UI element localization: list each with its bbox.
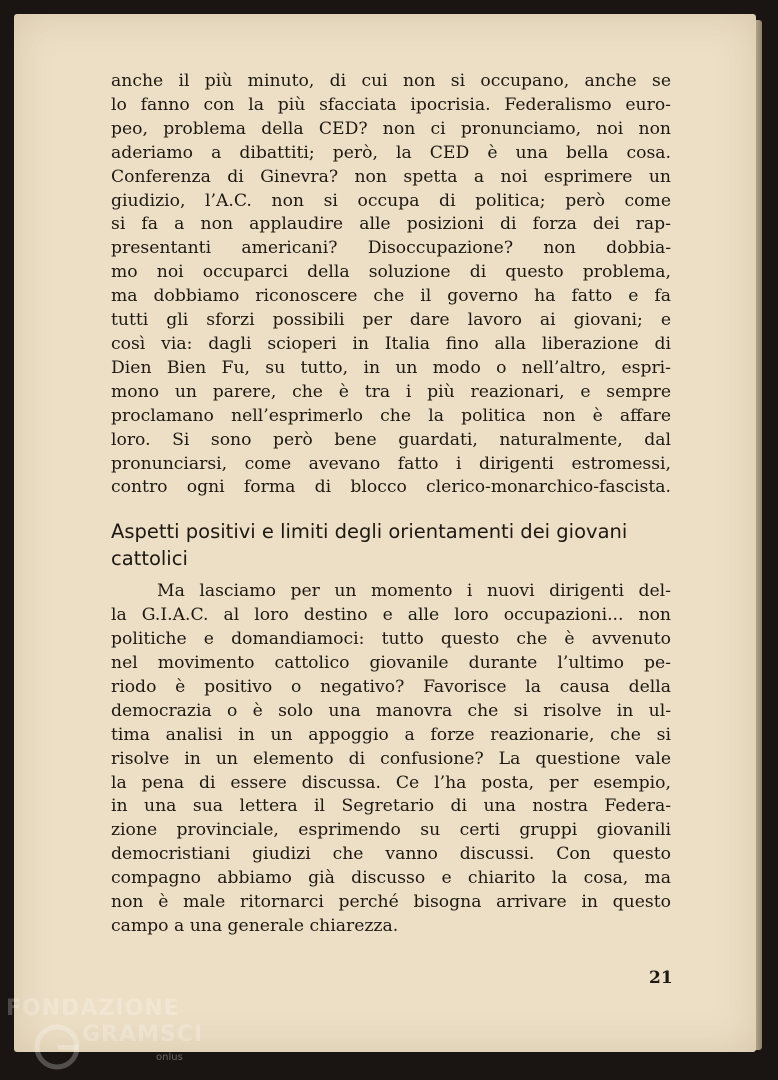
- text-line: democrazia o è solo una manovra che si risolve in ul-: [111, 700, 671, 721]
- page-text-block: [111, 70, 671, 939]
- text-line: compagno abbiamo già discusso e chiarito la cosa, ma: [111, 868, 671, 889]
- text-line: aderiamo a dibattiti; però, la CED è una bella cosa.: [111, 142, 671, 163]
- text-line: la pena di essere discussa. Ce l’ha posta, per esempio,: [111, 772, 671, 793]
- text-line: si fa a non applaudire alle posizioni di forza dei rap-: [111, 214, 671, 235]
- paragraph-2: [111, 580, 671, 939]
- watermark: [4, 994, 204, 1074]
- text-line: la G.I.A.C. al loro destino e alle loro occupazioni... non: [111, 605, 671, 626]
- text-line: mono un parere, che è tra i più reazionari, e sempre: [111, 381, 671, 402]
- section-heading: [111, 518, 671, 572]
- text-line: ma dobbiamo riconoscere che il governo ha fatto e fa: [111, 286, 671, 307]
- heading-line: cattolici: [111, 547, 188, 571]
- text-line: peo, problema della CED? non ci pronunciamo, noi non: [111, 118, 671, 139]
- text-line: presentanti americani? Disoccupazione? non dobbia-: [111, 238, 671, 259]
- text-line: in una sua lettera il Segretario di una nostra Federa-: [111, 796, 671, 817]
- watermark-line-1: FONDAZIONE: [6, 996, 180, 1021]
- text-line: proclamano nell’esprimerlo che la politica non è affare: [111, 405, 671, 426]
- text-line: tima analisi in un appoggio a forze reazionarie, che si: [111, 724, 671, 745]
- heading-line: Aspetti positivi e limiti degli orientamenti dei giovani: [111, 520, 628, 544]
- text-line: riodo è positivo o negativo? Favorisce la causa della: [111, 676, 671, 697]
- text-line: nel movimento cattolico giovanile durante l’ultimo pe-: [111, 653, 671, 674]
- text-line: contro ogni forma di blocco clerico-monarchico-fascista.: [111, 477, 671, 498]
- text-line: mo noi occuparci della soluzione di questo problema,: [111, 262, 671, 283]
- text-line: anche il più minuto, di cui non si occupano, anche se: [111, 71, 671, 91]
- page-number: 21: [649, 968, 673, 988]
- text-line: loro. Si sono però bene guardati, naturalmente, dal: [111, 429, 671, 450]
- paragraph-1: [111, 70, 671, 500]
- text-line: Dien Bien Fu, su tutto, in un modo o nell’altro, espri-: [111, 357, 671, 378]
- text-line: pronunciarsi, come avevano fatto i dirigenti estromessi,: [111, 453, 671, 474]
- watermark-line-2: GRAMSCI: [82, 1022, 204, 1047]
- text-line: lo fanno con la più sfacciata ipocrisia. Federalismo euro-: [111, 94, 671, 115]
- text-line: politiche e domandiamoci: tutto questo che è avvenuto: [111, 629, 671, 650]
- text-line: così via: dagli scioperi in Italia fino alla liberazione di: [111, 333, 671, 354]
- text-line: Ma lasciamo per un momento i nuovi dirigenti del-: [157, 581, 671, 602]
- gramsci-g-logo-icon: [32, 1022, 82, 1072]
- watermark-suffix: onlus: [156, 1052, 183, 1063]
- text-line: giudizio, l’A.C. non si occupa di politica; però come: [111, 190, 671, 211]
- text-line: Conferenza di Ginevra? non spetta a noi esprimere un: [111, 166, 671, 187]
- text-line: non è male ritornarci perché bisogna arrivare in questo: [111, 892, 671, 913]
- text-line: zione provinciale, esprimendo su certi gruppi giovanili: [111, 820, 671, 841]
- text-line: risolve in un elemento di confusione? La questione vale: [111, 748, 671, 769]
- text-line: tutti gli sforzi possibili per dare lavoro ai giovani; e: [111, 310, 671, 331]
- text-line: campo a una generale chiarezza.: [111, 916, 399, 936]
- text-line: democristiani giudizi che vanno discussi. Con questo: [111, 844, 671, 865]
